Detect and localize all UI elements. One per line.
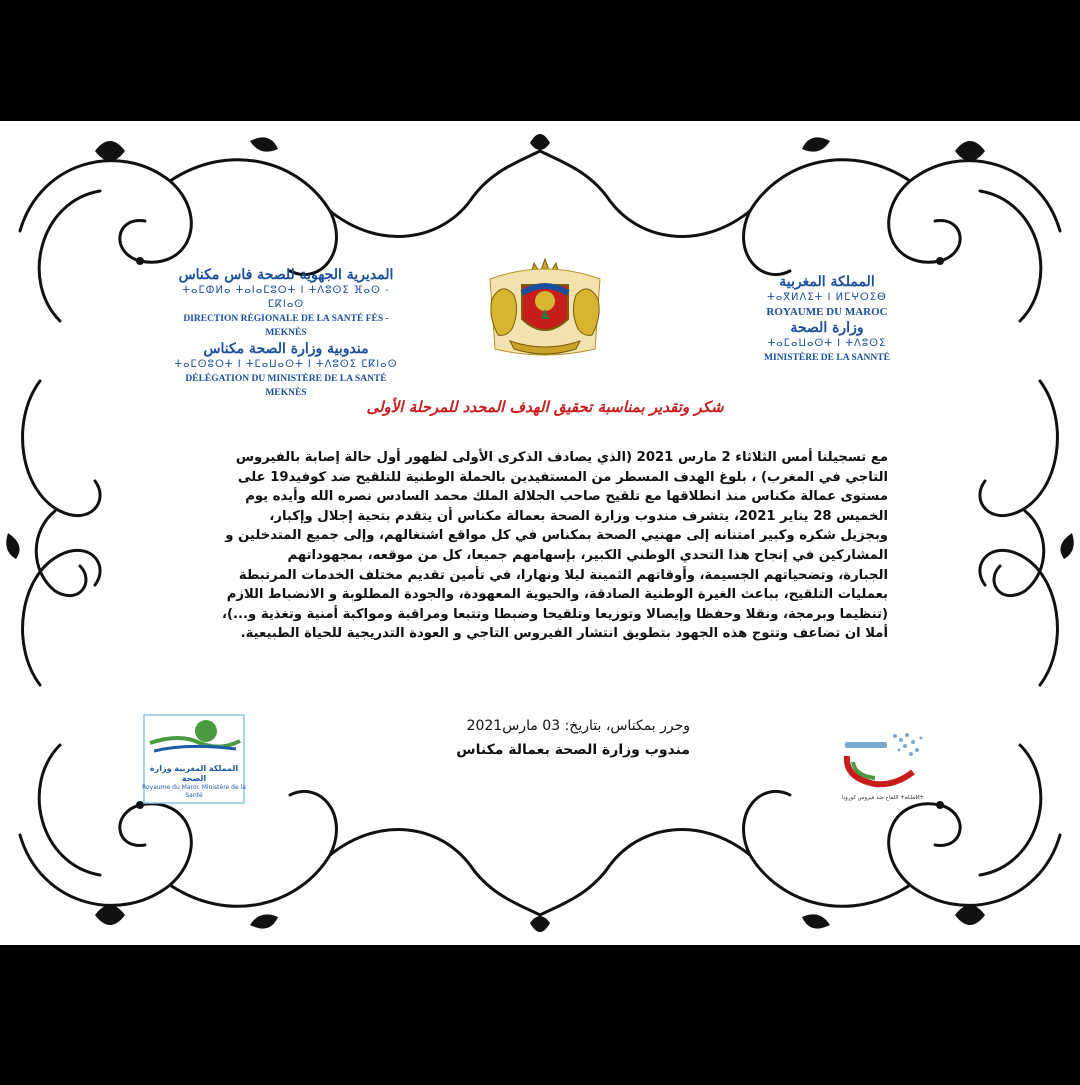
body-line: الجبارة، وتضحياتهم الجسيمة، وأوقاتهم الثمينة ليلا ونهارا، في تأمين تقديم مختلف الخدمات المرتبطة <box>238 567 888 583</box>
body-line: (تنظيما وبرمجة، ونقلا وحفظا وإيصالا وتوزيعا وتلقيحا وضبطا وتتبعا ومراقبة ومواكبة أمنية وتغذية و...)، <box>221 606 888 622</box>
kingdom-arabic: المملكة المغربية <box>779 274 875 290</box>
certificate-sheet <box>0 121 1080 945</box>
delegation-tifinagh: ⵜⴰⵎⵙⵓⵔⵜ ⵏ ⵜⵎⴰⵡⴰⵙⵜ ⵏ ⵜⴷⵓⵙⵉ ⵎⴽⵏⴰⵙ <box>174 359 398 370</box>
body-line: مع تسجيلنا أمس الثلاثاء 2 مارس 2021 (الذي يصادف الذكرى الأولى لظهور أول حالة إصابة بالفيروس <box>235 450 888 465</box>
signature-date: وحرر بمكناس، بتاريخ: 03 مارس2021 <box>466 718 690 734</box>
delegation-arabic: مندوبية وزارة الصحة مكناس <box>203 341 369 357</box>
ministry-logo-caption <box>140 764 248 800</box>
headline: شكر وتقدير بمناسبة تحقيق الهدف المحدد للمرحلة الأولى <box>366 398 724 416</box>
direction-arabic: المديرية الجهوية للصحة فاس مكناس <box>178 267 394 283</box>
kingdom-header <box>732 273 922 365</box>
coat-of-arms-icon <box>470 249 620 369</box>
body-paragraph <box>202 448 888 644</box>
direction-french: DIRECTION RÉGIONALE DE LA SANTÉ FÈS - MEKNÈS <box>183 314 389 338</box>
kingdom-tifinagh: ⵜⴰⴳⵍⴷⵉⵜ ⵏ ⵍⵎⵖⵔⵉⴱ <box>767 292 887 303</box>
ministry-french: MINISTÈRE DE LA SANNTÉ <box>764 353 890 363</box>
delegation-french: DÉLÉGATION DU MINISTÈRE DE LA SANTÉ MEKNÈS <box>185 374 387 398</box>
ministry-tifinagh: ⵜⴰⵎⴰⵡⴰⵙⵜ ⵏ ⵜⴷⵓⵙⵉ <box>767 338 887 349</box>
vaccination-logo-caption: اللقاح ضد فيروس كورونا ⵜⴰⵡⴰⵍⵜ <box>841 795 925 801</box>
ministry-logo-french: Royaume du Maroc Ministère de la Santé <box>142 784 246 799</box>
body-line: المشاركين في إنجاح هذا التحدي الوطني الكبير، بإسهامهم جميعا، كل من موقعه، بمجهوداتهم <box>287 547 888 563</box>
kingdom-french: ROYAUME DU MAROC <box>766 306 888 318</box>
vaccination-campaign-logo-icon <box>835 726 930 796</box>
body-line: أملا ان تضاعف وتتوج هذه الجهود بتطويق انتشار الفيروس التاجي و العودة التدريجية للحياة الطبيعية. <box>240 626 888 642</box>
ministry-logo-arabic: المملكة المغربية وزارة الصحة <box>149 764 239 783</box>
body-line: التاجي في المغرب) ، بلوغ الهدف المسطر من المستفيدين بالحملة الوطنية للتلقيح ضد كوفيد19 على <box>237 469 888 485</box>
direction-tifinagh: ⵜⴰⵎⵀⵍⴰ ⵜⴰⵏⴰⵎⵓⵔⵜ ⵏ ⵜⴷⵓⵙⵉ ⴼⴰⵙ - ⵎⴽⵏⴰⵙ <box>182 285 390 310</box>
body-line: مستوى عمالة مكناس منذ انطلاقها مع تلقيح صاحب الجلالة الملك محمد السادس نصره الله وأيده يوم <box>245 489 888 505</box>
body-line: وبجزيل شكره وكبير امتنانه إلى مهنيي الصحة بمكناس في كل مواقع اشتغالهم، وإلى جميع المتدخلين و <box>225 528 888 544</box>
signature-name: مندوب وزارة الصحة بعمالة مكناس <box>456 742 690 758</box>
body-line: الخميس 28 يناير 2021، يتشرف مندوب وزارة الصحة بعمالة مكناس أن يتقدم بتحية إجلال وإكبار، <box>269 508 888 524</box>
direction-header <box>166 266 406 400</box>
ministry-arabic: وزارة الصحة <box>790 320 864 336</box>
body-line: بعمليات التلقيح، بباعث الغيرة الوطنية الصادقة، والحيوية المعهودة، والجودة المطلوبة و الانضباط اللازم <box>226 587 888 603</box>
